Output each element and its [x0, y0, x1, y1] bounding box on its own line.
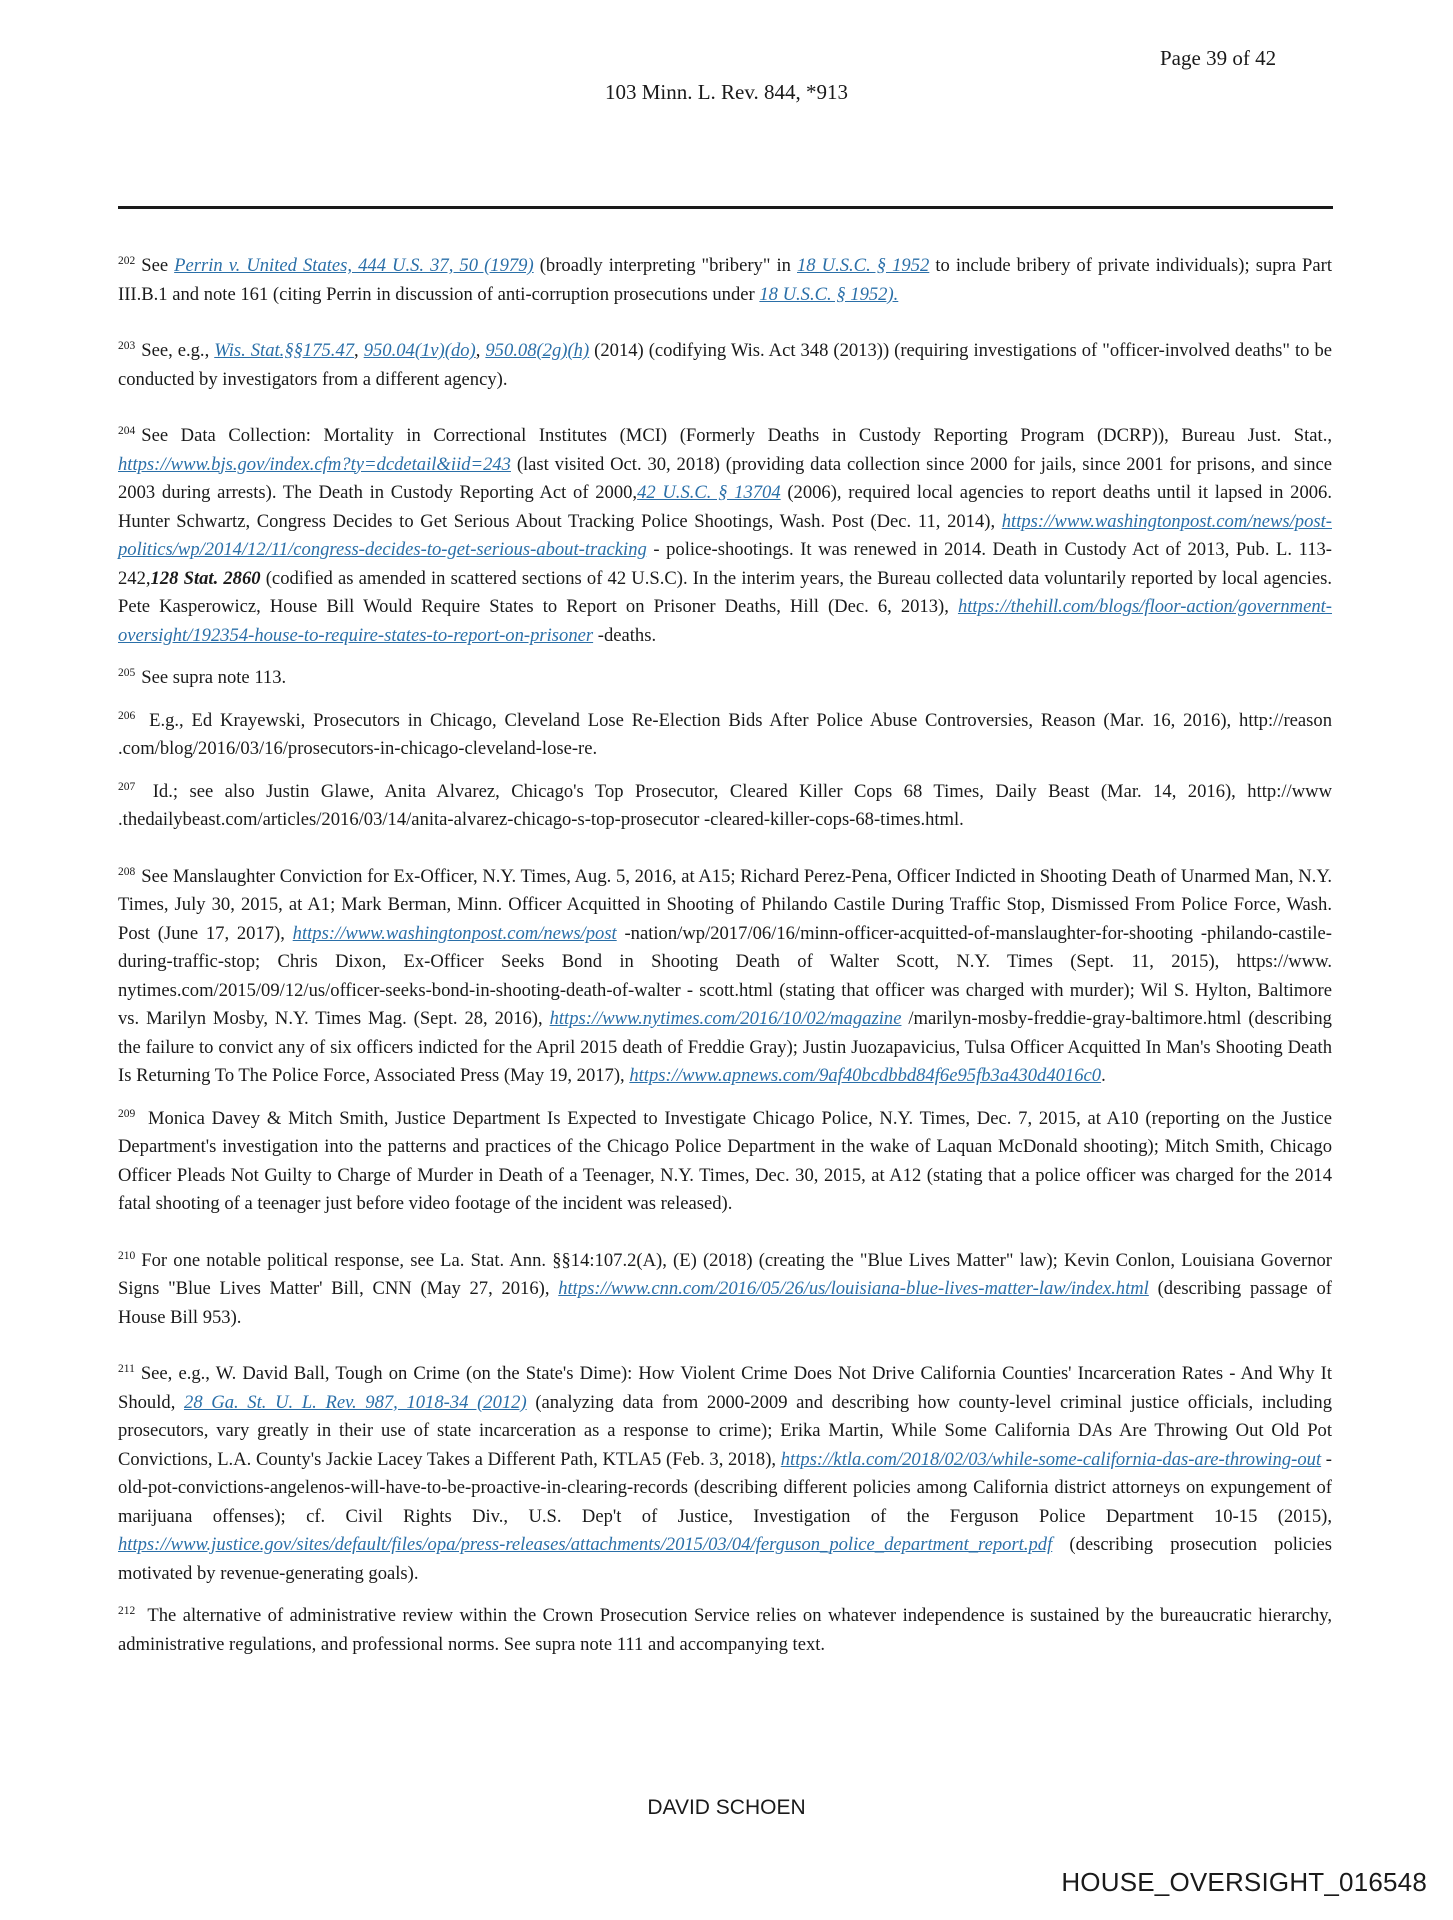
- footnote-text: Id.; see also Justin Glawe, Anita Alvarez, Chicago's Top Prosecutor, Cleared Killer Cops 68 Times, Daily Beast (Mar. 14, 2016), http://www .thedailybeast.com/articles/2016/03/14/anita-alvarez-chicago-s-top-prosecutor -cleared-killer-cops-68-times.html.: [118, 780, 1332, 830]
- footnote-text: (describing prosecution policies motivated by revenue-generating goals).: [118, 1534, 1332, 1584]
- footnote-202: [118, 252, 1332, 309]
- footnote-number: 208: [118, 865, 136, 878]
- footnote-text: .: [1101, 1065, 1106, 1086]
- footnote-number: 207: [118, 780, 136, 793]
- citation-link[interactable]: 950.08(2g)(h): [485, 340, 590, 361]
- citation-link[interactable]: 42 U.S.C. § 13704: [637, 482, 781, 503]
- footnote-text: (2006), required local agencies to report deaths until it lapsed in 2006. Hunter Schwartz, Congress Decides to Get Serious About Tracking Police Shootings, Wash. Post (Dec. 11, 2014),: [118, 482, 1332, 532]
- footnote-spacer: [118, 1219, 1332, 1247]
- citation-link[interactable]: https://www.washingtonpost.com/news/post: [292, 922, 617, 944]
- footnote-209: [118, 1105, 1332, 1219]
- citation-link[interactable]: https://www.apnews.com/9af40bcdbbd84f6e95fb3a430d4016c0: [629, 1065, 1102, 1086]
- footnote-210: [118, 1247, 1332, 1333]
- footnote-spacer: [118, 394, 1332, 422]
- citation-link[interactable]: https://www.cnn.com/2016/05/26/us/louisiana-blue-lives-matter-law/index.html: [558, 1278, 1149, 1299]
- footnote-number: 205: [118, 667, 136, 679]
- footnote-text: (last visited Oct. 30, 2018) (providing data collection since 2000 for jails, since 2001 for prisons, and since 2003 during arrests). The Death in Custody Reporting Act of 2000,: [118, 453, 1332, 503]
- footnote-number: 212: [118, 1605, 136, 1617]
- footnote-number: 202: [118, 255, 136, 267]
- footnote-text: (analyzing data from 2000-2009 and describing how county-level criminal justice officials, including prosecutors, vary greatly in their use of state incarceration as a response to crime); Erika Martin, While Some California DAs Are Throwing Out Old Pot Convictions, L.A. County's Jackie Lacey Takes a Different Path, KTLA5 (Feb. 3, 2018),: [118, 1391, 1332, 1470]
- footnote-number: 211: [118, 1363, 135, 1375]
- citation-link[interactable]: Perrin v. United States, 444 U.S. 37, 50 (1979): [174, 255, 534, 276]
- citation-link[interactable]: https://www.justice.gov/sites/default/files/opa/press-releases/attachments/2015/03/04/ferguson_police_department_report.pdf: [118, 1534, 1053, 1555]
- statute-citation: 128 Stat. 2860: [150, 567, 261, 589]
- footnote-207: [118, 778, 1332, 835]
- footnote-spacer: [118, 650, 1332, 664]
- footnote-text: For one notable political response, see La. Stat. Ann. §§14:107.2(A), (E) (2018) (creating the "Blue Lives Matter" law); Kevin Conlon, Louisiana Governor Signs "Blue Lives Matter' Bill, CNN (May 27, 2016),: [118, 1249, 1332, 1299]
- citation-link[interactable]: https://www.bjs.gov/index.cfm?ty=dcdetail&iid=243: [118, 453, 511, 475]
- footnote-212: [118, 1602, 1332, 1659]
- footnote-text: to include bribery of private individuals); supra Part III.B.1 and note 161 (citing Perrin in discussion of anti-corruption prosecutions under: [118, 255, 1332, 305]
- footnote-text: (codified as amended in scattered sections of 42 U.S.C). In the interim years, the Bureau collected data voluntarily reported by local agencies. Pete Kasperowicz, House Bill Would Require States to Report on Prisoner Deaths, Hill (Dec. 6, 2013),: [118, 567, 1332, 617]
- footnote-text: See, e.g.,: [141, 340, 215, 361]
- citation-link[interactable]: https://ktla.com/2018/02/03/while-some-california-das-are-throwing-out: [780, 1448, 1322, 1470]
- citation-link[interactable]: 18 U.S.C. § 1952: [797, 255, 930, 276]
- footnote-text: ,: [475, 340, 486, 361]
- footnote-text: (2014) (codifying Wis. Act 348 (2013)) (requiring investigations of "officer-involved deaths" to be conducted by investigators from a different agency).: [118, 340, 1332, 390]
- footnote-spacer: [118, 835, 1332, 863]
- footnote-text: -nation/wp/2017/06/16/minn-officer-acquitted-of-manslaughter-for-shooting -philando-castile-during-traffic-stop; Chris Dixon, Ex-Officer Seeks Bond in Shooting Death of Walter Scott, N.Y. Times (Sept. 11, 2015), https://www. nytimes.com/2015/09/12/us/officer-seeks-bond-in-shooting-death-of-walter - scott.html (stating that officer was charged with murder); Wil S. Hylton, Baltimore vs. Marilyn Mosby, N.Y. Times Mag. (Sept. 28, 2016),: [118, 922, 1332, 1029]
- footnote-spacer: [118, 1588, 1332, 1602]
- running-head-citation: 103 Minn. L. Rev. 844, *913: [604, 80, 849, 104]
- footnote-text: -deaths.: [593, 624, 657, 646]
- citation-link[interactable]: https://www.washingtonpost.com/news/post-politics/wp/2014/12/11/congress-decides-to-get-serious-about-tracking: [118, 510, 1332, 560]
- footnote-text: See Manslaughter Conviction for Ex-Officer, N.Y. Times, Aug. 5, 2016, at A15; Richard Perez-Pena, Officer Indicted in Shooting Death of Unarmed Man, N.Y. Times, July 30, 2015, at A1; Mark Berman, Minn. Officer Acquitted in Shooting of Philando Castile During Traffic Stop, Dismissed From Police Force, Wash. Post (June 17, 2017),: [118, 865, 1332, 944]
- footnote-number: 209: [118, 1107, 136, 1120]
- footnote-203: [118, 337, 1332, 394]
- citation-link[interactable]: 950.04(1v)(do): [363, 340, 476, 361]
- footnote-text: See: [141, 255, 175, 276]
- footnote-text: -old-pot-convictions-angelenos-will-have-to-be-proactive-in-clearing-records (describing different policies among California district attorneys on expungement of marijuana offenses); cf. Civil Rights Div., U.S. Dep't of Justice, Investigation of the Ferguson Police Department 10-15 (2015),: [118, 1448, 1332, 1527]
- footnote-text: E.g., Ed Krayewski, Prosecutors in Chicago, Cleveland Lose Re-Election Bids After Police Abuse Controversies, Reason (Mar. 16, 2016), http://reason .com/blog/2016/03/16/prosecutors-in-chicago-cleveland-lose-re.: [118, 709, 1332, 759]
- footnote-number: 206: [118, 709, 136, 722]
- footnote-spacer: [118, 693, 1332, 707]
- footnote-text: The alternative of administrative review within the Crown Prosecution Service relies on whatever independence is sustained by the bureaucratic hierarchy, administrative regulations, and professional norms. See supra note 111 and accompanying text.: [118, 1605, 1332, 1655]
- header-divider: [118, 206, 1333, 209]
- footnote-text: /marilyn-mosby-freddie-gray-baltimore.html (describing the failure to convict any of six officers indicted for the April 2015 death of Freddie Gray); Justin Juozapavicius, Tulsa Officer Acquitted In Man's Shooting Death Is Returning To The Police Force, Associated Press (May 19, 2017),: [118, 1008, 1332, 1086]
- footnote-text: See Data Collection: Mortality in Correctional Institutes (MCI) (Formerly Deaths in Custody Reporting Program (DCRP)), Bureau Just. Stat.,: [141, 425, 1332, 446]
- footnote-spacer: [118, 1091, 1332, 1105]
- citation-link[interactable]: Wis. Stat.§§175.47: [214, 340, 355, 361]
- citation-link[interactable]: https://thehill.com/blogs/floor-action/government-oversight/192354-house-to-require-states-to-report-on-prisoner: [118, 596, 1332, 646]
- footnote-spacer: [118, 764, 1332, 778]
- footnote-204: [118, 422, 1332, 650]
- footnote-205: [118, 664, 1332, 693]
- footnote-number: 204: [118, 425, 136, 437]
- footnote-206: [118, 707, 1332, 764]
- bates-number: HOUSE_OVERSIGHT_016548: [1061, 1867, 1427, 1897]
- citation-link[interactable]: 18 U.S.C. § 1952).: [759, 283, 899, 305]
- author-footer: DAVID SCHOEN: [647, 1796, 806, 1819]
- footnote-text: (broadly interpreting "bribery" in: [533, 255, 797, 276]
- footnote-number: 203: [118, 340, 136, 352]
- footnote-number: 210: [118, 1249, 136, 1262]
- footnote-spacer: [118, 1332, 1332, 1360]
- footnotes-section: [118, 252, 1332, 1659]
- footnote-211: [118, 1360, 1332, 1588]
- page-indicator: Page 39 of 42: [1160, 46, 1277, 70]
- footnote-text: See, e.g., W. David Ball, Tough on Crime (on the State's Dime): How Violent Crime Does Not Drive California Counties' Incarceration Rates - And Why It Should,: [118, 1363, 1332, 1413]
- citation-link[interactable]: https://www.nytimes.com/2016/10/02/magazine: [549, 1008, 902, 1029]
- citation-link[interactable]: 28 Ga. St. U. L. Rev. 987, 1018-34 (2012): [184, 1391, 527, 1413]
- footnote-text: (describing passage of House Bill 953).: [118, 1278, 1333, 1328]
- footnote-text: - police-shootings. It was renewed in 2014. Death in Custody Act of 2013, Pub. L. 113-242,: [118, 539, 1332, 589]
- footnote-text: See supra note 113.: [141, 667, 287, 688]
- footnote-spacer: [118, 309, 1332, 337]
- footnote-208: [118, 863, 1332, 1091]
- footnote-text: Monica Davey & Mitch Smith, Justice Department Is Expected to Investigate Chicago Police, N.Y. Times, Dec. 7, 2015, at A10 (reporting on the Justice Department's investigation into the patterns and practices of the Chicago Police Department in the wake of Laquan McDonald shooting); Mitch Smith, Chicago Officer Pleads Not Guilty to Charge of Murder in Death of a Teenager, N.Y. Times, Dec. 30, 2015, at A12 (stating that a police officer was charged for the 2014 fatal shooting of a teenager just before video footage of the incident was released).: [118, 1107, 1332, 1214]
- footnote-text: ,: [354, 340, 364, 361]
